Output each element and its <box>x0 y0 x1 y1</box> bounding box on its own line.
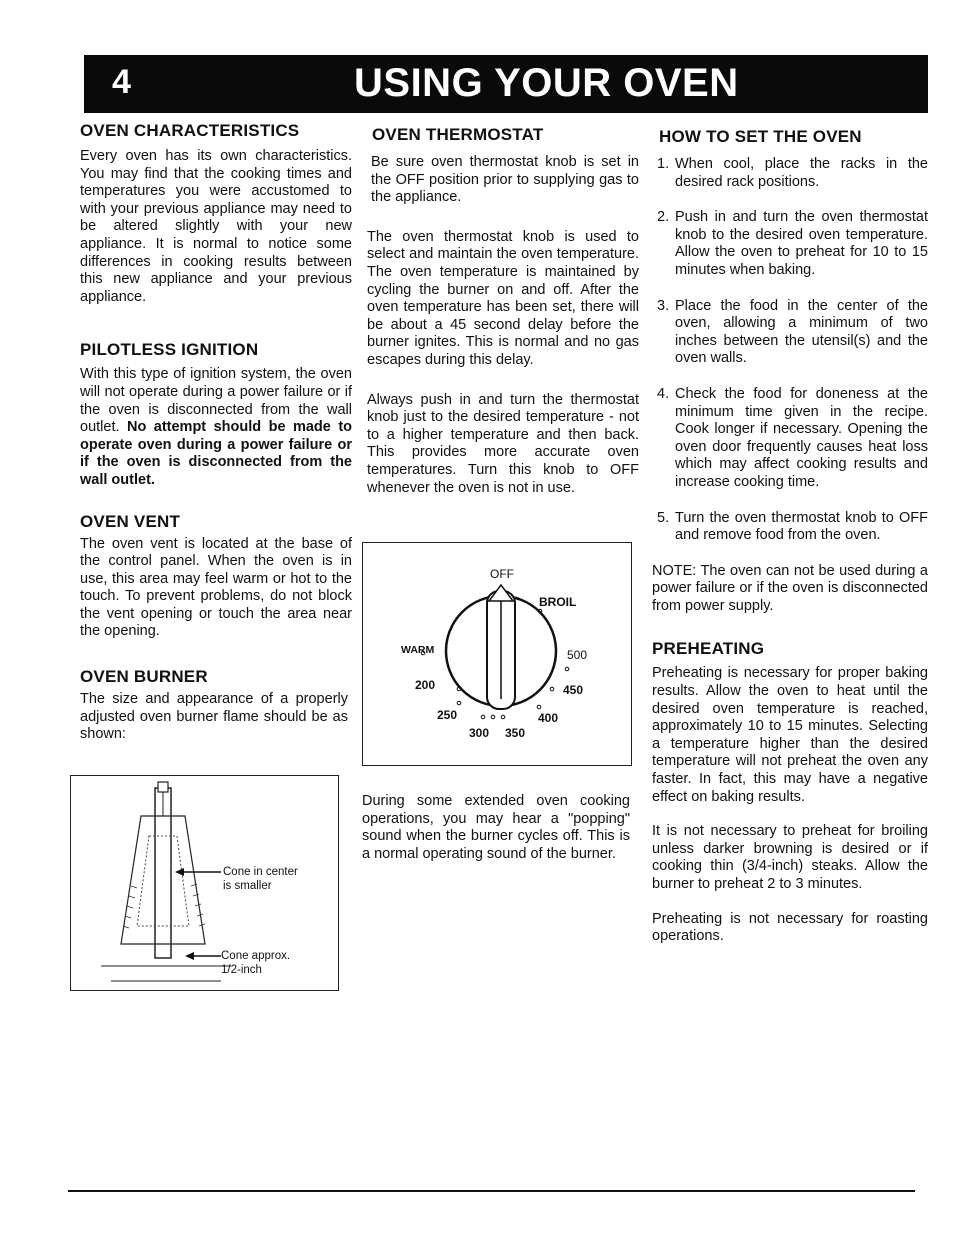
page-header <box>84 55 928 113</box>
middle-column <box>367 125 639 497</box>
step-number: 2. <box>657 209 670 226</box>
dial-label-off: OFF <box>490 567 514 581</box>
pilotless-plain: With this type of ignition system, the oven will not operate during a power failure or if the oven is disconnected from the wall outlet. <box>80 366 352 436</box>
page-title: USING YOUR OVEN <box>354 61 739 105</box>
howto-step <box>657 209 928 279</box>
pilotless-warning: No attempt should be made to operate oven during a power failure or if the oven is disconnected from the wall outlet. <box>80 419 352 488</box>
dial-label-300: 300 <box>469 726 490 740</box>
thermostat-dial-figure <box>362 542 632 766</box>
howto-step <box>657 510 928 545</box>
burner-flame-figure <box>70 775 339 991</box>
dial-label-250: 250 <box>437 708 458 722</box>
step-number: 4. <box>657 385 670 402</box>
vent-text: The oven vent is located at the base of the control panel. When the oven is in use, this area may feel warm or hot to the touch. To prevent problems, do not block the vent opening or touch the area near the opening. <box>80 535 352 640</box>
step-text: Place the food in the center of the oven, allowing a minimum of two inches between the utensil(s) and the oven walls. <box>675 297 928 367</box>
thermostat-p2: The oven thermostat knob is used to select and maintain the oven temperature. The oven temperature is maintained by cycling the burner on and off. After the oven temperature has been set, there will be about a 45 second delay before the burner ignites. This is normal and no gas escapes during this delay. <box>367 228 639 368</box>
burner-text: The size and appearance of a properly adjusted oven burner flame should be as shown: <box>80 691 348 743</box>
heading-oven-burner: OVEN BURNER <box>80 667 208 687</box>
dial-label-400: 400 <box>538 711 559 725</box>
heading-preheating: PREHEATING <box>652 639 765 659</box>
preheating-p3: Preheating is not necessary for roasting operations. <box>652 910 928 945</box>
dial-label-broil: BROIL <box>539 595 577 609</box>
dial-label-350: 350 <box>505 726 526 740</box>
dial-label-500: 500 <box>567 648 588 662</box>
heading-pilotless-ignition: PILOTLESS IGNITION <box>80 340 259 360</box>
characteristics-text: Every oven has its own characteristics. You may find that the cooking times and temperatures you were accustomed to with your previous appliance may need to be altered slightly with your new appliance. It is normal to notice some differences in cooking results between this new appliance and your previous appliance. <box>80 148 352 305</box>
heading-oven-thermostat: OVEN THERMOSTAT <box>372 125 544 144</box>
step-text: Push in and turn the oven thermostat knob to the desired oven temperature. Allow the oven to preheat for 10 to 15 minutes when baking. <box>675 209 928 278</box>
thermostat-p3: Always push in and turn the thermostat knob just to the desired temperature - not to a higher temperature and then back. This provides more accurate oven temperatures. Turn this knob to OFF whenever the oven is not in use. <box>367 391 639 496</box>
howto-steps <box>657 156 928 545</box>
page-number: 4 <box>112 63 131 101</box>
step-text: When cool, place the racks in the desired rack positions. <box>675 156 928 190</box>
label-cone-center: Cone in center is smaller <box>223 866 298 892</box>
heading-oven-vent: OVEN VENT <box>80 511 181 531</box>
label-cone-approx: Cone approx. 1/2-inch <box>221 950 291 976</box>
thermostat-p4-block <box>362 793 630 863</box>
step-number: 3. <box>657 297 670 314</box>
howto-step <box>657 298 928 368</box>
dial-label-warm: WARM <box>401 644 435 656</box>
thermostat-p4: During some extended oven cooking operations, you may hear a "popping" sound when the burner cycles off. This is a normal operating sound of the burner. <box>362 793 630 862</box>
step-number: 1. <box>657 156 670 172</box>
footer-rule <box>68 1190 915 1192</box>
step-number: 5. <box>657 509 670 526</box>
preheating-p1: Preheating is necessary for proper baking results. Allow the oven to heat until the desired oven temperature is reached, approximately 10 to 15 minutes. Selecting a temperature higher than the desired temperature will not preheat the oven any faster. In fact, this may have a negative effect on baking results. <box>652 665 928 805</box>
howto-step <box>657 386 928 492</box>
pilotless-text <box>80 366 352 489</box>
burner-flame-illustration <box>71 776 338 990</box>
preheating-p2: It is not necessary to preheat for broiling unless darker browning is desired or if cooking thin (3/4-inch) steaks. Allow the burner to preheat 2 to 3 minutes. <box>652 823 928 892</box>
left-column <box>80 121 352 744</box>
dial-label-450: 450 <box>563 683 584 697</box>
howto-step <box>657 156 928 191</box>
howto-note: NOTE: The oven can not be used during a power failure or if the oven is disconnected from power supply. <box>652 562 928 614</box>
dial-label-200: 200 <box>415 678 436 692</box>
step-text: Turn the oven thermostat knob to OFF and remove food from the oven. <box>675 509 928 544</box>
heading-oven-characteristics: OVEN CHARACTERISTICS <box>80 121 300 140</box>
right-column <box>652 127 928 946</box>
step-text: Check the food for doneness at the minimum time given in the recipe. Cook longer if necessary. Opening the oven door frequently causes heat loss which may affect cooking results and increase cooking time. <box>675 385 928 490</box>
thermostat-p1: Be sure oven thermostat knob is set in the OFF position prior to supplying gas to the appliance. <box>371 154 639 206</box>
heading-how-to-set: HOW TO SET THE OVEN <box>659 127 862 146</box>
